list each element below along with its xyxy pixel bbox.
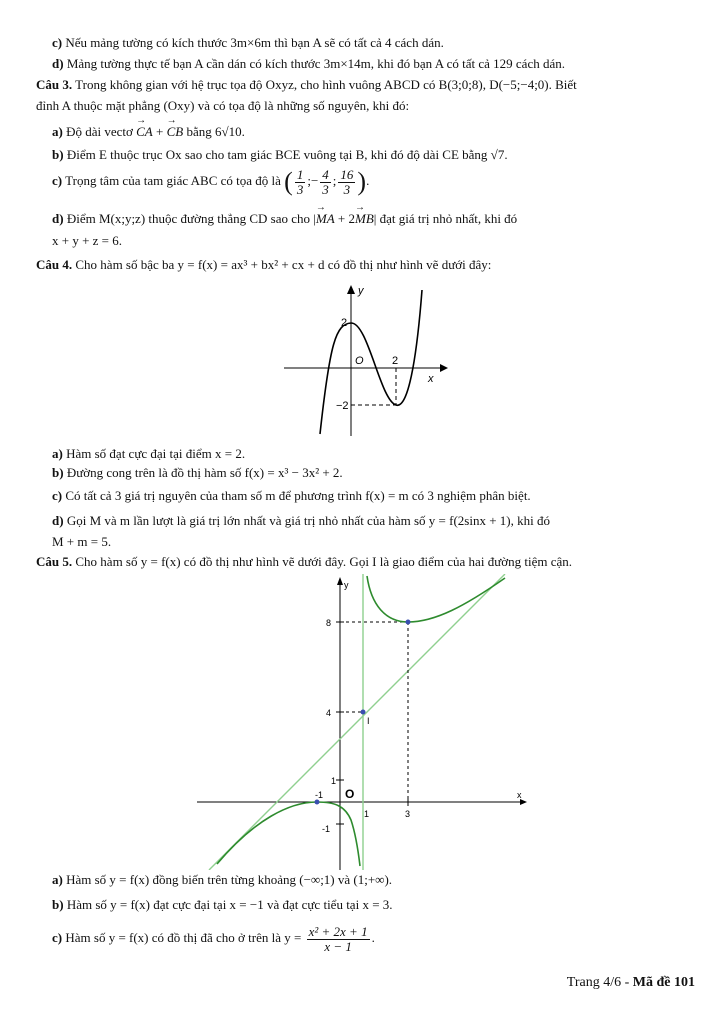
q3-stem-line1	[36, 76, 695, 94]
tick-y-minus2: −2	[336, 400, 349, 412]
q4-stem	[36, 256, 695, 274]
y-axis-arrow	[337, 577, 343, 585]
label-4: 4	[326, 708, 332, 718]
option-label: b)	[52, 897, 64, 912]
option-label: d)	[52, 56, 64, 71]
y-axis-label: y	[358, 285, 364, 297]
q3-option-d: d) Điểm M(x;y;z) thuộc đường thẳng CD sao cho |→ MA + 2→ MB| đạt giá trị nhỏ nhất, khi đó	[52, 210, 695, 228]
x-axis-arrow	[440, 364, 448, 372]
q2-option-d	[52, 55, 695, 73]
vector-mb: → MB	[355, 210, 374, 228]
question-stem: Trong không gian với hệ trục tọa độ Oxyz, cho hình vuông ABCD có B(3;0;8), D(−5;−4;0). Biết	[75, 77, 577, 92]
option-label: b)	[52, 465, 64, 480]
option-label: c)	[52, 488, 63, 503]
tick-y-2: 2	[341, 317, 348, 329]
option-label: b)	[52, 147, 64, 162]
question-title: Câu 3.	[36, 77, 73, 92]
fraction: $\frac{4}{3}$	[322, 166, 329, 197]
q4-option-d-end: M + m = 5.	[52, 534, 112, 549]
x-axis-label: x	[517, 790, 522, 800]
label-x3: 3	[405, 809, 411, 819]
cubic-curve	[320, 290, 422, 434]
left-branch	[217, 802, 360, 866]
option-label: a)	[52, 446, 63, 461]
option-label: a)	[52, 124, 63, 139]
option-text: Hàm số đạt cực đại tại điểm x = 2.	[66, 446, 246, 461]
page-number: Trang 4/6 -	[566, 975, 633, 990]
option-text: Nếu mảng tường có kích thước 3m×6m thì bạn A sẽ có tất cả 4 cách dán.	[65, 35, 444, 50]
vector-ca: → CA	[136, 123, 153, 141]
option-label: d)	[52, 211, 64, 226]
page-footer	[567, 975, 695, 991]
option-text: Mảng tường thực tế bạn A cần dán có kích thước 3m×14m, khi đó bạn A có tất cả 129 cách dán.	[66, 56, 565, 71]
fraction: $\frac{16}{3}$	[340, 166, 354, 197]
fraction: $\frac{1}{3}$	[296, 166, 304, 197]
option-text: Điểm M(x;y;z) thuộc đường thẳng CD sao cho	[66, 211, 310, 226]
q3-stem-line2: đỉnh A thuộc mặt phẳng (Oxy) và có tọa độ là những số nguyên, khi đó:	[36, 98, 410, 113]
q4-option-d	[52, 512, 695, 530]
option-text: đạt giá trị nhỏ nhất, khi đó	[379, 211, 518, 226]
option-text: Hàm số y = f(x) đạt cực đại tại x = −1 và đạt cực tiểu tại x = 3.	[66, 897, 393, 912]
q5-option-b	[52, 896, 695, 914]
q4-option-c	[52, 487, 695, 505]
option-text: Hàm số y = f(x) có đồ thị đã cho ở trên là y =	[65, 930, 302, 945]
fraction: $\frac{\text{x² + 2x + 1}}{x - 1}$	[308, 923, 368, 954]
max-point	[315, 800, 320, 805]
q3-option-d-end: x + y + z = 6.	[52, 233, 123, 248]
q5-rational-graph	[195, 574, 535, 870]
option-text: Hàm số y = f(x) đồng biến trên từng khoảng (−∞;1) và (1;+∞).	[66, 872, 393, 887]
option-text: Độ dài vectơ	[66, 124, 133, 139]
option-text: Có tất cả 3 giá trị nguyên của tham số m để phương trình f(x) = m có 3 nghiệm phân biệt.	[65, 488, 531, 503]
label-x1: 1	[364, 809, 370, 819]
label-minus1-y: -1	[322, 824, 331, 834]
option-text: Trọng tâm của tam giác ABC có tọa độ là	[65, 173, 281, 188]
question-stem: Cho hàm số bậc ba y = f(x) = ax³ + bx² + cx + d có đồ thị như hình vẽ dưới đây:	[75, 257, 492, 272]
x-axis-label: x	[428, 373, 434, 385]
right-branch	[367, 576, 505, 622]
q5-stem	[36, 553, 695, 571]
q4-cubic-graph	[280, 282, 450, 442]
label-minus1-x: -1	[315, 790, 324, 800]
option-text: Điểm E thuộc trục Ox sao cho tam giác BCE vuông tại B, khi đó độ dài CE bằng √7.	[66, 147, 508, 162]
option-label: c)	[52, 173, 63, 188]
oblique-asymptote	[209, 574, 505, 870]
y-axis-label: y	[344, 580, 349, 590]
question-title: Câu 4.	[36, 257, 73, 272]
origin-label: O	[345, 787, 355, 801]
point-I	[361, 710, 366, 715]
option-label: c)	[52, 35, 63, 50]
y-axis-arrow	[347, 285, 355, 294]
vector-ma: → MA	[316, 210, 335, 228]
q3-option-a: a) Độ dài vectơ → CA + → CB bằng 6√10.	[52, 123, 695, 141]
exam-code: Mã đề 101	[632, 975, 695, 990]
q3-option-c: c) Trọng tâm của tam giác ABC có tọa độ là ( $\frac{1}{3}$ ;− $\frac{4}{3}$ ; $\frac{16}{3}$ ).	[52, 166, 370, 197]
option-text: bằng 6√10.	[186, 124, 245, 139]
min-point	[406, 620, 411, 625]
option-text: Gọi M và m lần lượt là giá trị lớn nhất và giá trị nhỏ nhất của hàm số y = f(2sinx + 1), khi đó	[66, 513, 550, 528]
tick-x-2: 2	[392, 355, 399, 367]
option-label: a)	[52, 872, 63, 887]
option-label: c)	[52, 930, 63, 945]
q2-option-c	[52, 34, 695, 52]
q4-option-a	[52, 445, 695, 463]
vector-cb: → CB	[167, 123, 184, 141]
label-1: 1	[331, 776, 337, 786]
q4-option-b	[52, 464, 695, 482]
label-I: I	[367, 716, 370, 726]
q5-option-a	[52, 871, 695, 889]
q3-option-b	[52, 146, 695, 164]
origin-label: O	[355, 355, 364, 367]
q5-option-c: c) Hàm số y = f(x) có đồ thị đã cho ở trên là y = $\frac{\text{x² + 2x + 1}}{x - 1}$ .	[52, 923, 375, 954]
question-title: Câu 5.	[36, 554, 73, 569]
option-text: Đường cong trên là đồ thị hàm số f(x) = x³ − 3x² + 2.	[66, 465, 343, 480]
question-stem: Cho hàm số y = f(x) có đồ thị như hình vẽ dưới đây. Gọi I là giao điểm của hai đường tiệm cận.	[75, 554, 573, 569]
label-8: 8	[326, 618, 332, 628]
option-label: d)	[52, 513, 64, 528]
